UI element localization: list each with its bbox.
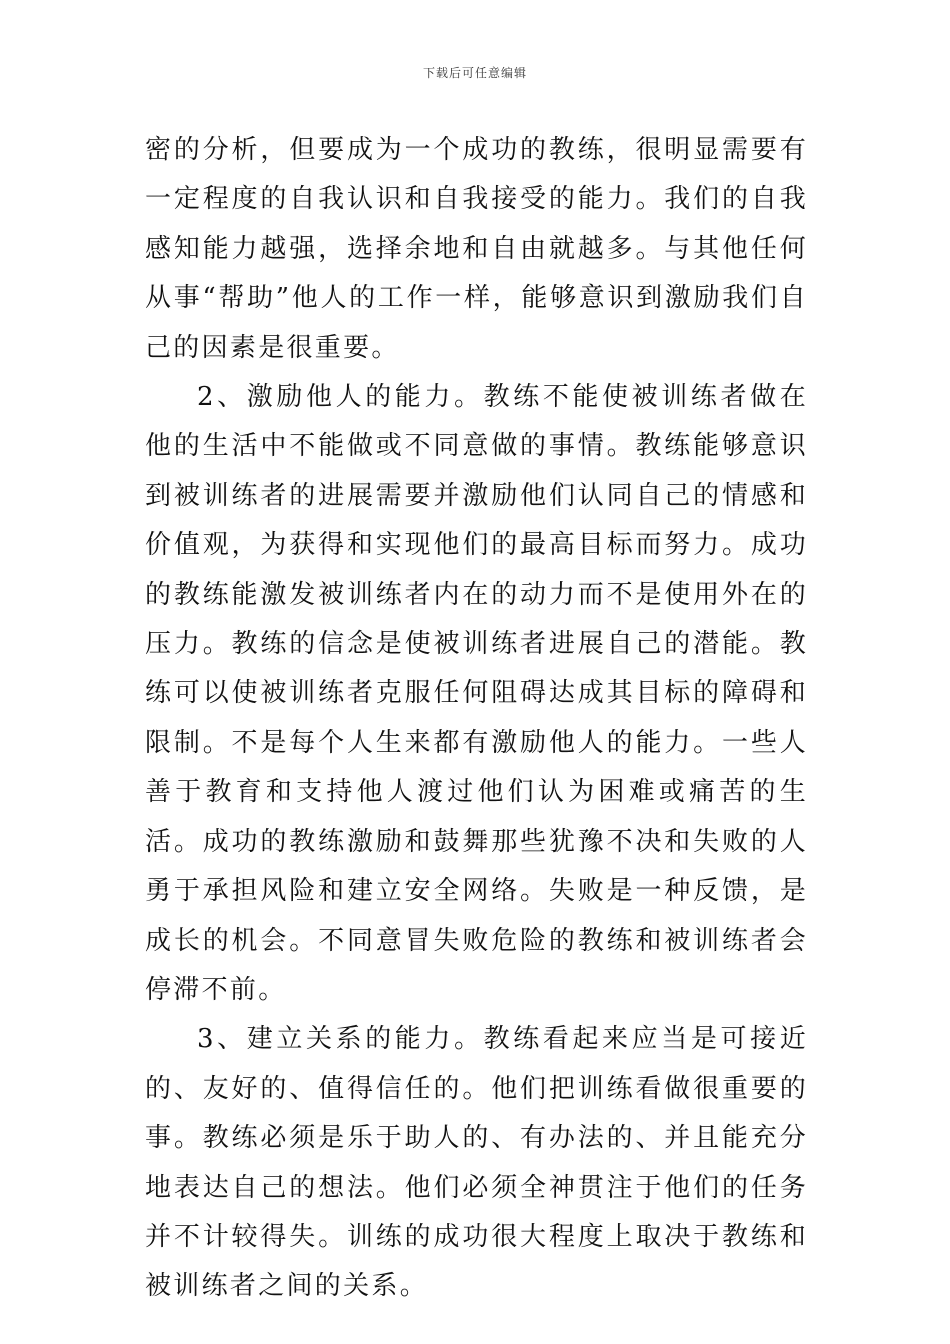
paragraph-motivate-others: 2、激励他人的能力。教练不能使被训练者做在他的生活中不能做或不同意做的事情。教练能够意识到被训练者的进展需要并激励他们认同自己的情感和价值观，为获得和实现他们的最高目标而努力。成功的教练能激发被训练者内在的动力而不是使用外在的压力。教练的信念是使被训练者进展自己的潜能。教练可以使被训练者克服任何阻碍达成其目标的障碍和限制。不是每个人生来都有激励他人的能力。一些人善于教育和支持他人渡过他们认为困难或痛苦的生活。成功的教练激励和鼓舞那些犹豫不决和失败的人勇于承担风险和建立安全网络。失败是一种反馈，是成长的机会。不同意冒失败危险的教练和被训练者会停滞不前。 [145, 382, 808, 1005]
page-header: 下载后可任意编辑 [422, 66, 527, 80]
paragraph-continued: 密的分析，但要成为一个成功的教练，很明显需要有一定程度的自我认识和自我接受的能力。我们的自我感知能力越强，选择余地和自由就越多。与其他任何从事“帮助”他人的工作一样，能够意识到激励我们自己的因素是很重要。 [145, 135, 808, 363]
document-body [145, 126, 808, 1312]
paragraph-build-relationships: 3、建立关系的能力。教练看起来应当是可接近的、友好的、值得信任的。他们把训练看做很重要的事。教练必须是乐于助人的、有办法的、并且能充分地表达自己的想法。他们必须全神贯注于他们的任务并不计较得失。训练的成功很大程度上取决于教练和被训练者之间的关系。 [145, 1024, 808, 1302]
